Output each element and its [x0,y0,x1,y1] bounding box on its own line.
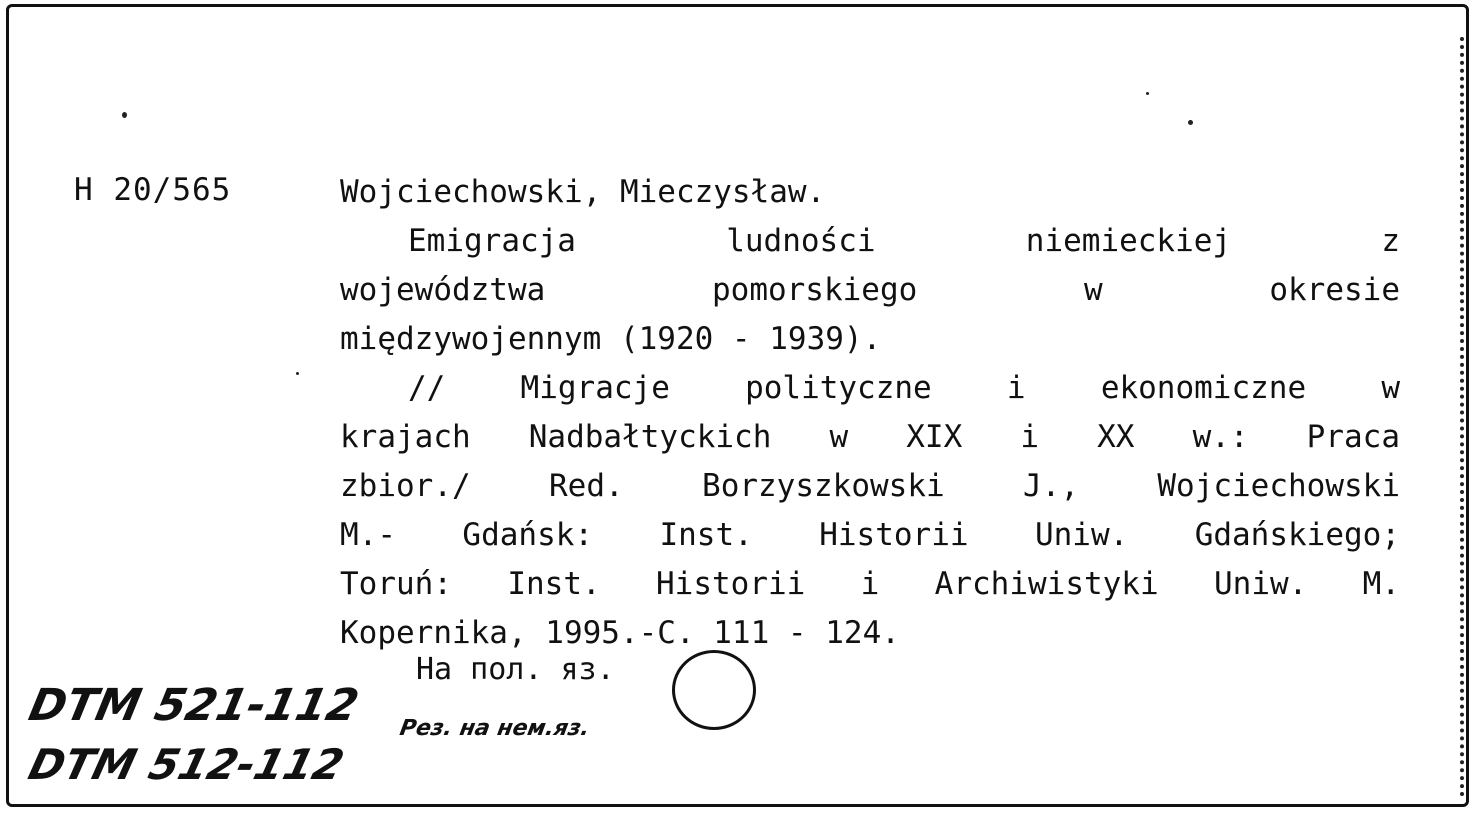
imprint-line: Kopernika, 1995.-C. 111 - 124. [340,615,900,651]
source-line: // Migracje polityczne i ekonomiczne w [408,370,1400,406]
imprint-line: Toruń: Inst. Historii i Archiwistyki Uniw. M. [340,566,1400,602]
scan-speck [1188,120,1193,125]
title-line: województwa pomorskiego w okresie [340,272,1400,308]
source-line: krajach Nadbałtyckich w XIX i XX w.: Praca [340,419,1400,455]
title-line: międzywojennym (1920 - 1939). [340,321,882,357]
handwritten-code: DTM 521-112 [24,680,364,731]
handwritten-code: DTM 512-112 [23,740,349,789]
language-note: На пол. яз. [416,652,615,687]
handwritten-summary-note: Рез. на нем.яз. [397,716,592,741]
source-line: zbior./ Red. Borzyszkowski J., Wojciechowski [340,468,1400,504]
scan-speck [122,112,127,118]
shelfmark: H 20/565 [74,172,232,208]
scan-speck [296,372,299,375]
scan-edge-decoration [1452,37,1464,797]
bibliographic-entry [340,168,1400,658]
title-line: Emigracja ludności niemieckiej z [408,223,1400,259]
scan-speck [1146,92,1149,95]
author-heading: Wojciechowski, Mieczysław. [340,174,826,210]
imprint-line: M.- Gdańsk: Inst. Historii Uniw. Gdańskiego; [340,517,1400,553]
blank-circle-stamp [672,650,756,730]
